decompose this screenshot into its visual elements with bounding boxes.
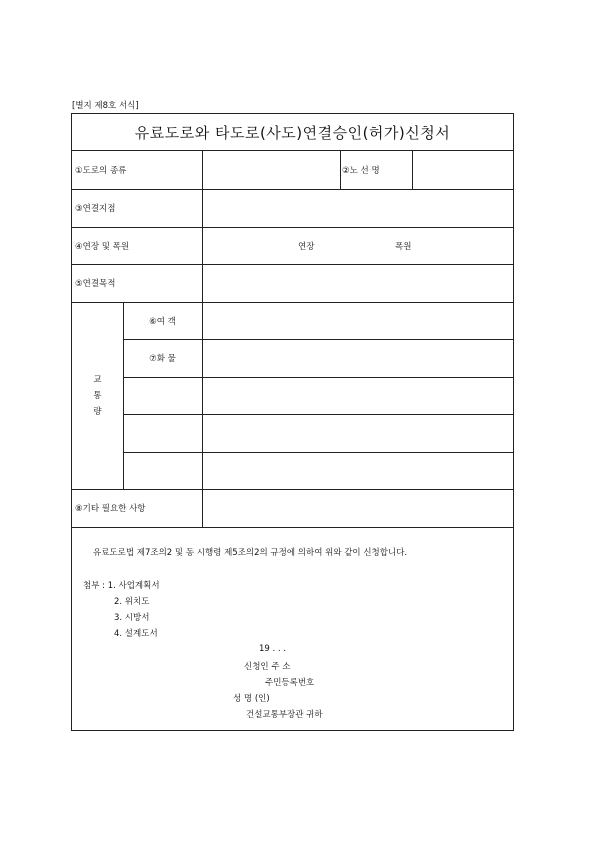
form-label: [별지 제8호 서식] bbox=[72, 101, 139, 111]
attachments-label: 첨부 : 1. 사업계획서 bbox=[83, 581, 160, 591]
row-divider bbox=[72, 227, 513, 228]
road-type-label: ①도로의 종류 bbox=[75, 166, 127, 176]
applicant-id-number: 주민등록번호 bbox=[265, 678, 315, 688]
column-divider bbox=[202, 302, 203, 489]
attachment-item: 2. 위치도 bbox=[114, 597, 150, 607]
column-divider bbox=[412, 151, 413, 189]
column-divider bbox=[340, 151, 341, 189]
date-line: 19 . . . bbox=[259, 644, 287, 654]
traffic-volume-label bbox=[72, 302, 123, 489]
connection-point-label: ③연결지점 bbox=[75, 204, 116, 214]
cargo-label: ⑦화 물 bbox=[149, 354, 176, 364]
row-divider bbox=[72, 527, 513, 528]
traffic-char: 통 bbox=[93, 390, 102, 401]
column-divider bbox=[202, 489, 203, 527]
row-divider bbox=[72, 264, 513, 265]
traffic-char: 량 bbox=[93, 406, 102, 417]
applicant-name: 성 명 (인) bbox=[233, 694, 270, 704]
application-statement: 유료도로법 제7조의2 및 동 시행령 제5조의2의 규정에 의하여 위와 같이 신청합니다. bbox=[93, 548, 408, 558]
passenger-label: ⑥여 객 bbox=[149, 316, 176, 327]
row-divider bbox=[123, 452, 514, 453]
application-form bbox=[71, 113, 514, 731]
attachment-item: 3. 시방서 bbox=[114, 613, 150, 623]
row-divider bbox=[72, 189, 513, 190]
row-divider bbox=[123, 414, 514, 415]
route-name-label: ②노 선 명 bbox=[342, 166, 380, 176]
form-title: 유료도로와 타도로(사도)연결승인(허가)신청서 bbox=[72, 114, 513, 151]
row-divider bbox=[123, 377, 514, 378]
traffic-char: 교 bbox=[93, 374, 102, 385]
length-label: 연장 bbox=[298, 241, 315, 252]
column-divider bbox=[202, 151, 203, 302]
other-matters-label: ⑧기타 필요한 사항 bbox=[75, 504, 146, 514]
recipient: 건설교통부장관 귀하 bbox=[246, 710, 323, 720]
width-label: 폭원 bbox=[395, 241, 412, 252]
purpose-label: ⑤연결목적 bbox=[75, 279, 116, 289]
applicant-address: 신청인 주 소 bbox=[244, 662, 291, 672]
length-width-label: ④연장 및 폭원 bbox=[75, 241, 130, 252]
attachment-item: 4. 설계도서 bbox=[114, 629, 158, 639]
